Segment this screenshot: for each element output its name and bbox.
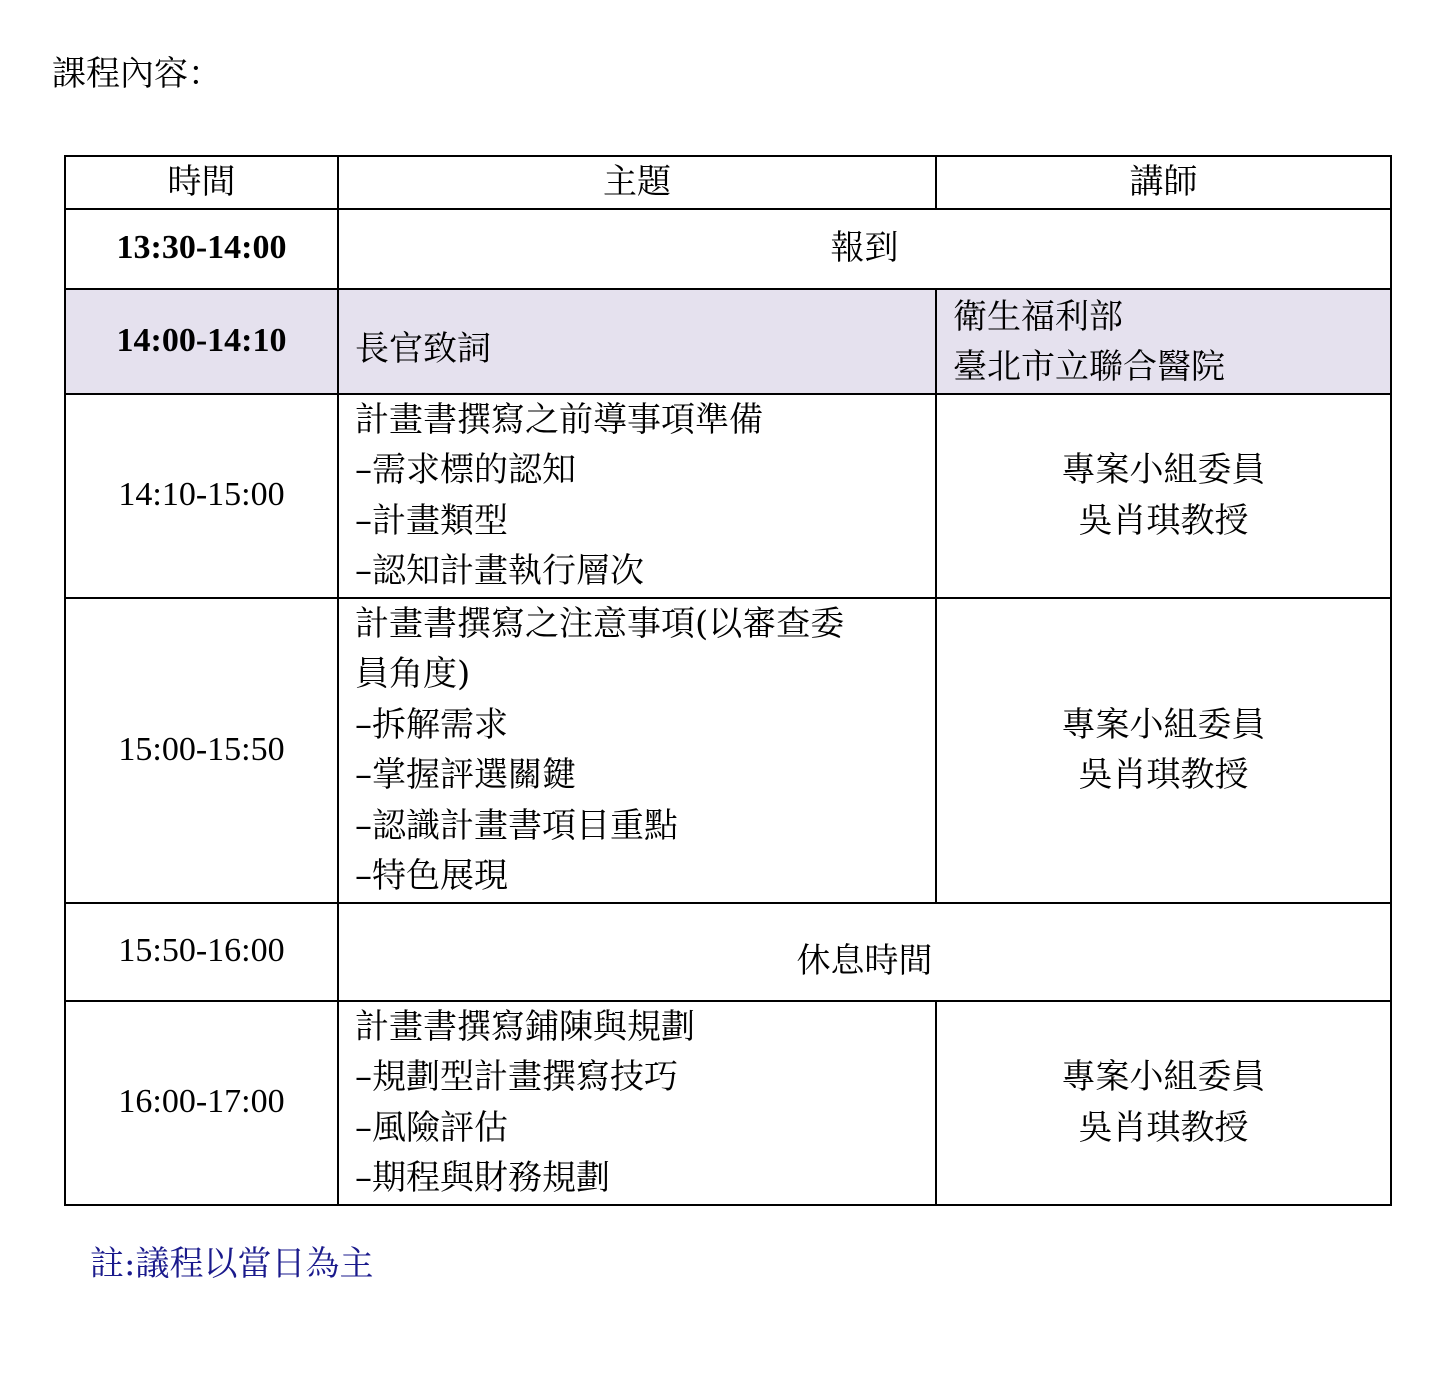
topic-line: 員角度) (355, 654, 471, 694)
lecturer-cell (936, 1001, 1391, 1205)
topic-line: –計畫類型 (355, 500, 508, 541)
time-cell: 16:00-17:00 (65, 1001, 338, 1205)
lecturer-line: 吳肖琪教授 (1078, 500, 1249, 541)
topic-cell (338, 289, 936, 394)
merged-cell: 報到 (338, 209, 1391, 289)
topic-line: –需求標的認知 (355, 450, 576, 490)
header-lecturer: 講師 (936, 156, 1391, 209)
lecturer-cell (936, 598, 1391, 903)
lecturer-line: 吳肖琪教授 (1078, 1107, 1249, 1148)
topic-line: 計畫書撰寫之前導事項準備 (355, 399, 763, 440)
topic-line: 計畫書撰寫之注意事項(以審查委 (355, 603, 845, 644)
topic-line: –風險評估 (355, 1107, 508, 1148)
topic-cell (338, 1001, 936, 1205)
table-row (65, 1001, 1391, 1205)
header-topic: 主題 (338, 156, 936, 209)
topic-line: –特色展現 (355, 856, 508, 896)
time-cell: 15:00-15:50 (65, 598, 338, 903)
agenda-table (64, 155, 1392, 1206)
agenda-note: 註:議程以當日為主 (90, 1244, 374, 1284)
table-header-row (65, 156, 1391, 209)
lecturer-line: 吳肖琪教授 (1078, 755, 1249, 795)
lecturer-line: 專案小組委員 (1061, 704, 1266, 745)
lecturer-cell (936, 394, 1391, 598)
topic-line: 長官致詞 (355, 329, 491, 369)
table-row (65, 394, 1391, 598)
header-time: 時間 (65, 156, 338, 209)
topic-cell (338, 394, 936, 598)
section-heading: 課程內容： (52, 54, 222, 94)
lecturer-line: 專案小組委員 (1061, 450, 1266, 490)
table-row (65, 209, 1391, 289)
topic-line: –規劃型計畫撰寫技巧 (355, 1057, 678, 1097)
time-cell: 14:00-14:10 (65, 289, 338, 394)
topic-line: –認識計畫書項目重點 (355, 805, 678, 846)
lecturer-line: 專案小組委員 (1061, 1057, 1266, 1097)
table-row (65, 289, 1391, 394)
topic-line: –認知計畫執行層次 (355, 551, 644, 591)
topic-line: –拆解需求 (355, 704, 508, 745)
topic-line: –期程與財務規劃 (355, 1158, 610, 1198)
table-row (65, 598, 1391, 903)
lecturer-cell (936, 289, 1391, 394)
lecturer-line: 衛生福利部 (953, 296, 1123, 337)
merged-cell: 休息時間 (338, 903, 1391, 1001)
topic-line: 計畫書撰寫鋪陳與規劃 (355, 1006, 695, 1047)
time-cell: 14:10-15:00 (65, 394, 338, 598)
topic-cell (338, 598, 936, 903)
lecturer-line: 臺北市立聯合醫院 (953, 347, 1225, 387)
table-row (65, 903, 1391, 1001)
topic-line: –掌握評選關鍵 (355, 755, 576, 795)
time-cell: 13:30-14:00 (65, 209, 338, 289)
time-cell: 15:50-16:00 (65, 903, 338, 1001)
